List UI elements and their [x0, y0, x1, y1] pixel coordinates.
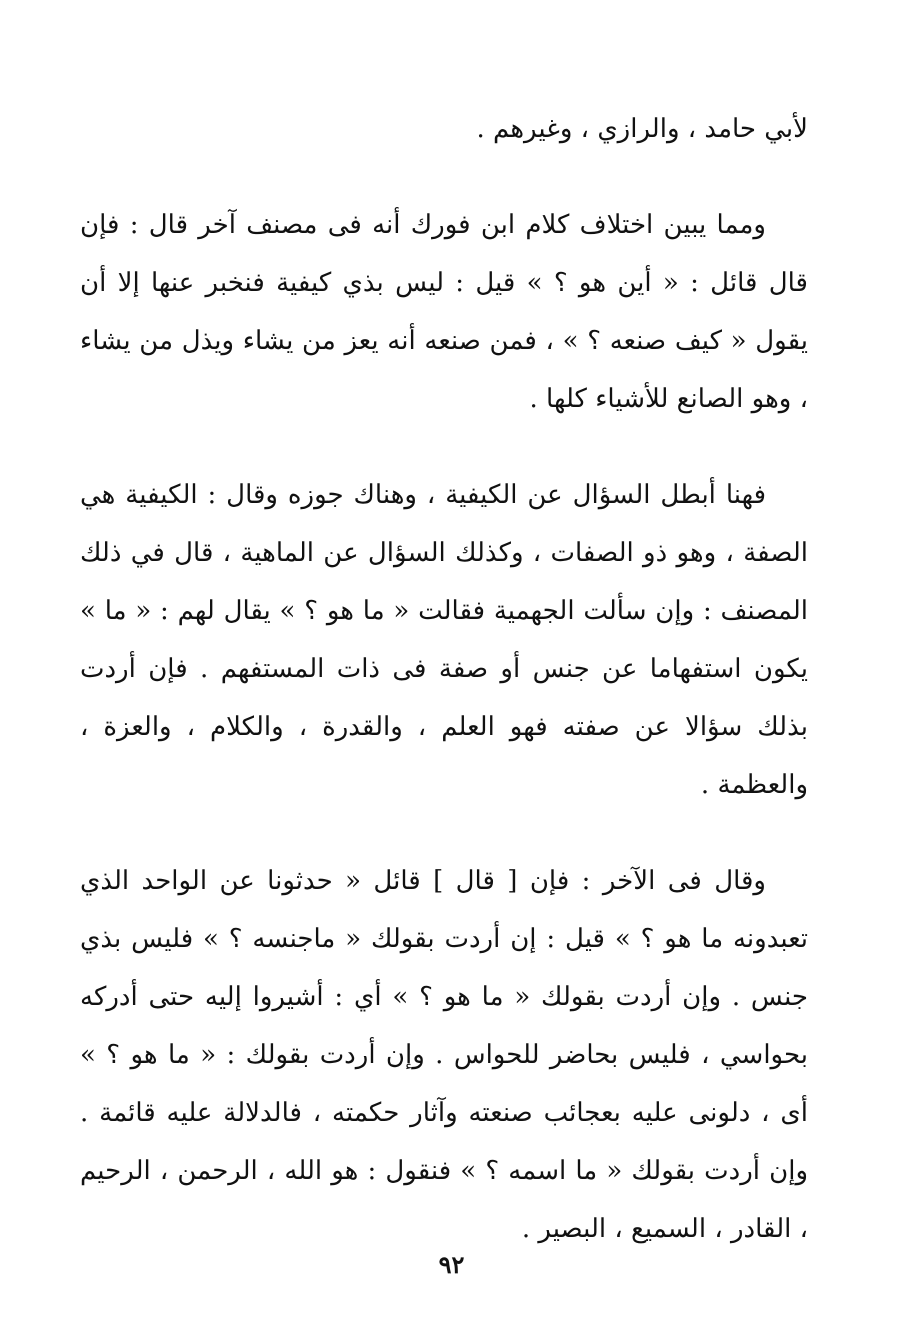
paragraph-gap	[80, 158, 808, 196]
paragraph-continuation: لأبي حامد ، والرازي ، وغيرهم .	[476, 114, 808, 144]
paragraph-kayfiyya: فهنا أبطل السؤال عن الكيفية ، وهناك جوزه وقال : الكيفية هي الصفة ، وهو ذو الصفات ، وكذلك السؤال عن الماهية ، قال في ذلك المصنف : وإن سألت الجهمية فقالت « ما هو ؟ » يقال لهم : « ما » يكون استفهاما عن جنس أو صفة فى ذات المستفهم . فإن أردت بذلك سؤالا عن صفته فهو العلم ، والقدرة ، والكلام ، والعزة ، والعظمة .	[80, 480, 808, 800]
paragraph-gap	[80, 428, 808, 466]
paragraph-ibn-furak: ومما يبين اختلاف كلام ابن فورك أنه فى مصنف آخر قال : فإن قال قائل : « أين هو ؟ » قيل : ليس بذي كيفية فنخبر عنها إلا أن يقول « كيف صنعه ؟ » ، فمن صنعه أنه يعز من يشاء ويذل من يشاء ، وهو الصانع للأشياء كلها .	[80, 210, 808, 414]
page-body	[80, 100, 808, 1258]
paragraph-al-akhar: وقال فى الآخر : فإن [ قال ] قائل « حدثونا عن الواحد الذي تعبدونه ما هو ؟ » قيل : إن أردت بقولك « ماجنسه ؟ » فليس بذي جنس . وإن أردت بقولك « ما هو ؟ » أي : أشيروا إليه حتى أدركه بحواسي ، فليس بحاضر للحواس . وإن أردت بقولك : « ما هو ؟ » أى ، دلونى عليه بعجائب صنعته وآثار حكمته ، فالدلالة عليه قائمة . وإن أردت بقولك « ما اسمه ؟ » فنقول : هو الله ، الرحمن ، الرحيم ، القادر ، السميع ، البصير .	[80, 866, 808, 1244]
page-number: ٩٢	[438, 1250, 465, 1279]
paragraph-gap	[80, 814, 808, 852]
